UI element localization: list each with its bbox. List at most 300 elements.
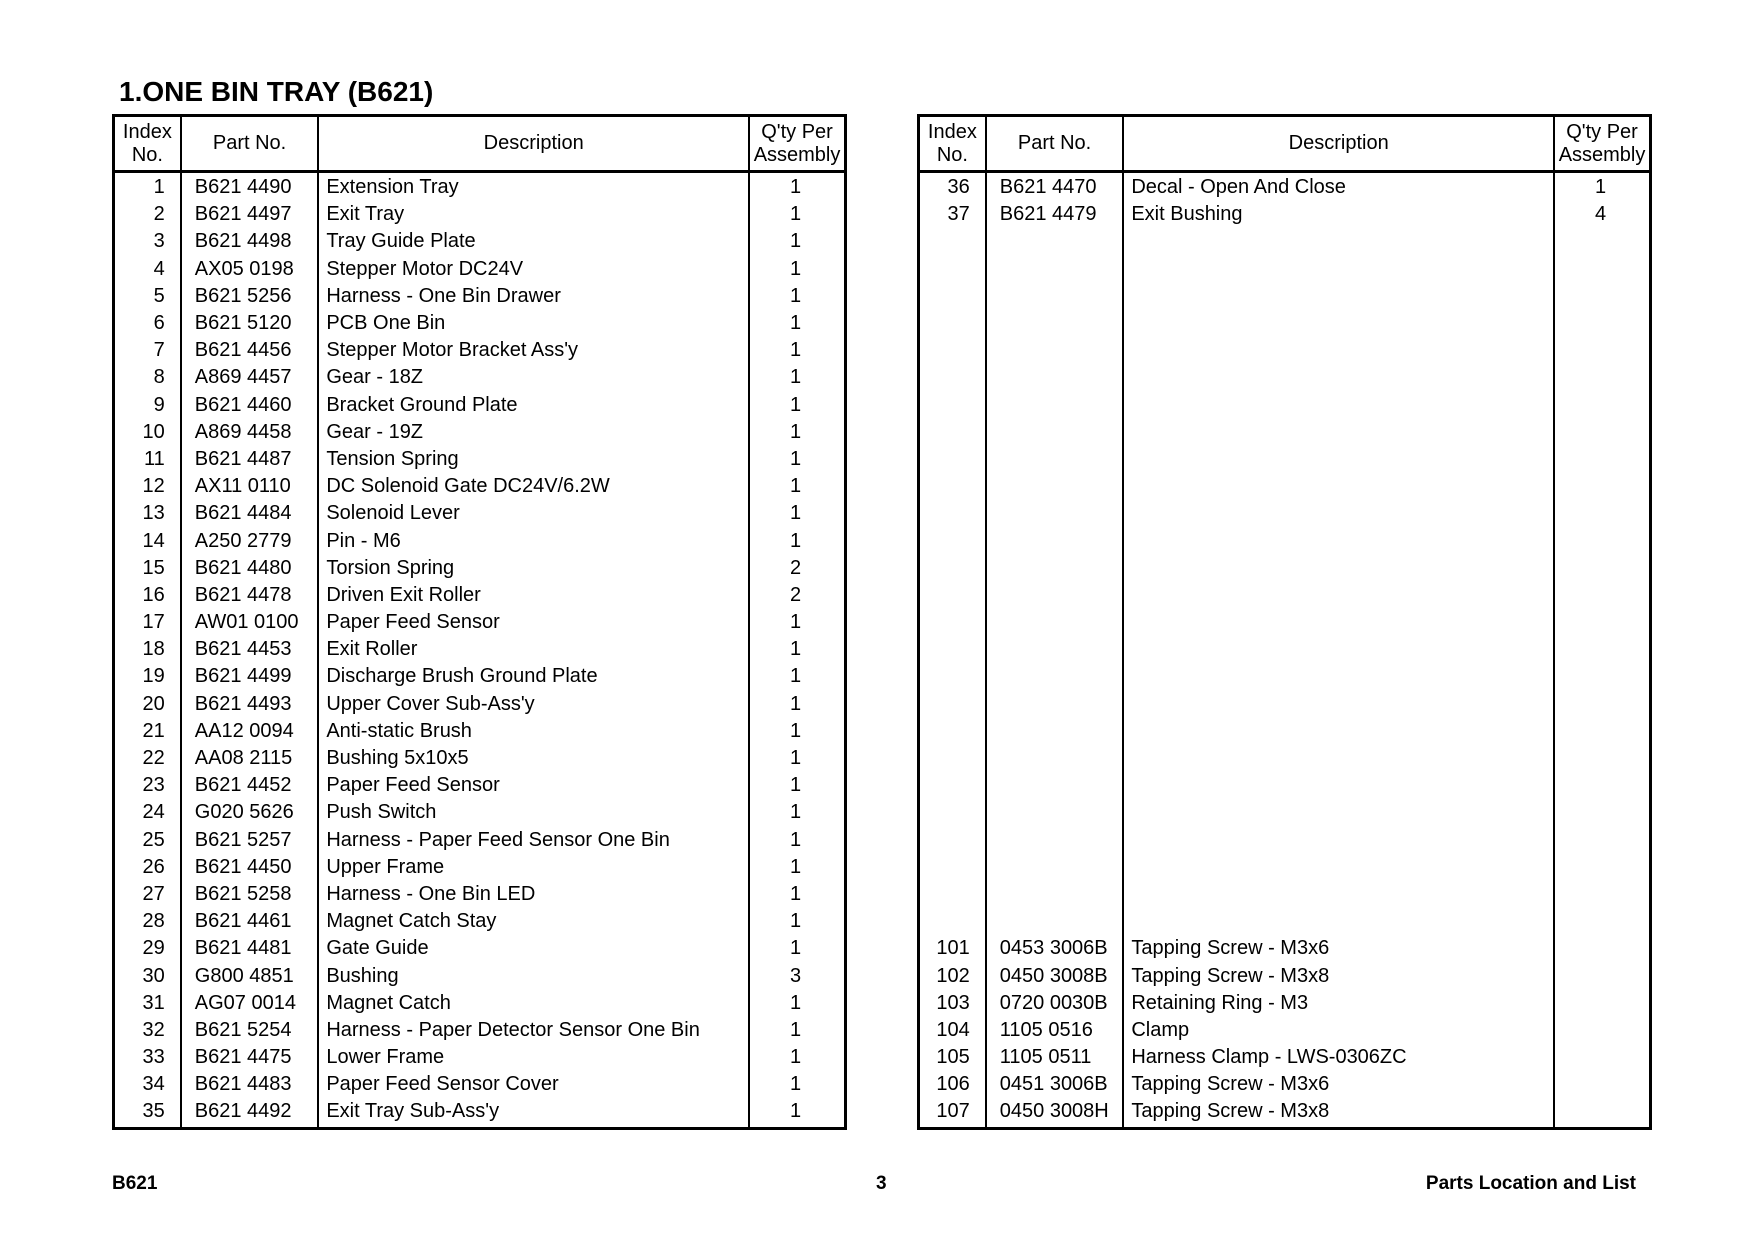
- qty-cell: 1: [749, 310, 845, 337]
- description-cell: Pin - M6: [318, 527, 749, 554]
- qty-cell: 1: [749, 283, 845, 310]
- table-row: [919, 228, 1651, 255]
- table-row: [919, 1098, 1651, 1128]
- index-cell: 106: [919, 1071, 986, 1098]
- part-no-cell: [986, 908, 1124, 935]
- description-cell: [1123, 283, 1554, 310]
- part-no-cell: B621 5120: [181, 310, 319, 337]
- qty-cell: 1: [1554, 172, 1650, 202]
- qty-header: Q'ty Per Assembly: [749, 116, 845, 172]
- table-row: [919, 201, 1651, 228]
- part-no-cell: B621 4484: [181, 500, 319, 527]
- description-cell: [1123, 364, 1554, 391]
- table-row: [114, 172, 846, 202]
- part-no-cell: [986, 799, 1124, 826]
- index-cell: 6: [114, 310, 181, 337]
- description-cell: Retaining Ring - M3: [1123, 990, 1554, 1017]
- table-row: [919, 827, 1651, 854]
- part-no-cell: B621 5258: [181, 881, 319, 908]
- qty-cell: [1554, 908, 1650, 935]
- part-no-cell: AX11 0110: [181, 473, 319, 500]
- qty-cell: 1: [749, 990, 845, 1017]
- description-cell: Discharge Brush Ground Plate: [318, 663, 749, 690]
- part-no-cell: [986, 636, 1124, 663]
- index-cell: 29: [114, 935, 181, 962]
- table-row: [919, 881, 1651, 908]
- qty-cell: 1: [749, 172, 845, 202]
- description-cell: [1123, 881, 1554, 908]
- part-no-cell: B621 4499: [181, 663, 319, 690]
- part-no-cell: B621 4461: [181, 908, 319, 935]
- index-cell: [919, 473, 986, 500]
- index-cell: [919, 799, 986, 826]
- table-row: [114, 1017, 846, 1044]
- description-cell: [1123, 337, 1554, 364]
- qty-cell: 1: [749, 364, 845, 391]
- part-no-cell: B621 5257: [181, 827, 319, 854]
- part-no-cell: [986, 772, 1124, 799]
- part-no-cell: AA08 2115: [181, 745, 319, 772]
- index-cell: [919, 364, 986, 391]
- index-cell: [919, 228, 986, 255]
- footer-page-number: 3: [876, 1173, 887, 1194]
- qty-cell: [1554, 1017, 1650, 1044]
- description-cell: Bushing: [318, 962, 749, 989]
- qty-cell: [1554, 935, 1650, 962]
- qty-cell: [1554, 500, 1650, 527]
- description-cell: Lower Frame: [318, 1044, 749, 1071]
- table-row: [919, 772, 1651, 799]
- table-row: [919, 256, 1651, 283]
- part-no-cell: [986, 582, 1124, 609]
- index-header: Index No.: [919, 116, 986, 172]
- index-cell: 37: [919, 201, 986, 228]
- table-row: [919, 718, 1651, 745]
- qty-cell: 1: [749, 772, 845, 799]
- description-cell: [1123, 582, 1554, 609]
- index-cell: 24: [114, 799, 181, 826]
- description-cell: Harness - One Bin LED: [318, 881, 749, 908]
- part-no-cell: B621 5256: [181, 283, 319, 310]
- qty-cell: 1: [749, 446, 845, 473]
- index-cell: [919, 337, 986, 364]
- index-cell: 10: [114, 419, 181, 446]
- index-cell: 3: [114, 228, 181, 255]
- parts-table-right: [917, 114, 1652, 1130]
- part-no-cell: 0720 0030B: [986, 990, 1124, 1017]
- index-cell: 17: [114, 609, 181, 636]
- part-no-cell: A869 4457: [181, 364, 319, 391]
- description-cell: Push Switch: [318, 799, 749, 826]
- index-cell: 15: [114, 555, 181, 582]
- part-no-cell: B621 4453: [181, 636, 319, 663]
- part-no-cell: B621 4450: [181, 854, 319, 881]
- index-cell: 28: [114, 908, 181, 935]
- part-no-cell: [986, 473, 1124, 500]
- part-no-cell: A869 4458: [181, 419, 319, 446]
- part-no-cell: [986, 500, 1124, 527]
- index-cell: 4: [114, 256, 181, 283]
- part-no-cell: B621 4456: [181, 337, 319, 364]
- description-cell: Bracket Ground Plate: [318, 392, 749, 419]
- part-no-cell: G020 5626: [181, 799, 319, 826]
- part-no-cell: B621 4479: [986, 201, 1124, 228]
- index-cell: 11: [114, 446, 181, 473]
- index-cell: 13: [114, 500, 181, 527]
- table-row: [919, 663, 1651, 690]
- table-header-row: [919, 116, 1651, 172]
- table-row: [114, 799, 846, 826]
- description-cell: [1123, 609, 1554, 636]
- description-cell: [1123, 854, 1554, 881]
- index-cell: [919, 283, 986, 310]
- index-cell: [919, 881, 986, 908]
- table-row: [919, 854, 1651, 881]
- qty-cell: [1554, 473, 1650, 500]
- description-cell: [1123, 555, 1554, 582]
- table-row: [919, 962, 1651, 989]
- part-no-cell: AG07 0014: [181, 990, 319, 1017]
- part-no-cell: B621 4492: [181, 1098, 319, 1128]
- part-no-cell: [986, 881, 1124, 908]
- description-cell: Stepper Motor DC24V: [318, 256, 749, 283]
- part-no-cell: G800 4851: [181, 962, 319, 989]
- index-cell: [919, 310, 986, 337]
- description-cell: Harness - Paper Detector Sensor One Bin: [318, 1017, 749, 1044]
- part-no-cell: B621 5254: [181, 1017, 319, 1044]
- index-cell: 12: [114, 473, 181, 500]
- qty-cell: [1554, 256, 1650, 283]
- part-no-cell: B621 4481: [181, 935, 319, 962]
- part-no-cell: AW01 0100: [181, 609, 319, 636]
- index-cell: 14: [114, 527, 181, 554]
- description-cell: Decal - Open And Close: [1123, 172, 1554, 202]
- index-cell: [919, 446, 986, 473]
- index-cell: 22: [114, 745, 181, 772]
- index-cell: [919, 718, 986, 745]
- description-cell: [1123, 473, 1554, 500]
- qty-cell: [1554, 228, 1650, 255]
- index-cell: 102: [919, 962, 986, 989]
- part-no-cell: 0450 3008H: [986, 1098, 1124, 1128]
- description-cell: Upper Cover Sub-Ass'y: [318, 691, 749, 718]
- description-cell: Stepper Motor Bracket Ass'y: [318, 337, 749, 364]
- qty-cell: 1: [749, 935, 845, 962]
- table-row: [919, 555, 1651, 582]
- description-cell: Clamp: [1123, 1017, 1554, 1044]
- table-row: [114, 256, 846, 283]
- part-no-cell: B621 4452: [181, 772, 319, 799]
- index-cell: [919, 745, 986, 772]
- qty-cell: 1: [749, 745, 845, 772]
- table-row: [114, 935, 846, 962]
- parts-table-left: [112, 114, 847, 1130]
- index-cell: 1: [114, 172, 181, 202]
- description-cell: [1123, 446, 1554, 473]
- part-no-header: Part No.: [986, 116, 1124, 172]
- table-row: [114, 854, 846, 881]
- qty-cell: 1: [749, 609, 845, 636]
- qty-cell: 1: [749, 691, 845, 718]
- description-cell: Tapping Screw - M3x8: [1123, 962, 1554, 989]
- index-cell: [919, 663, 986, 690]
- qty-cell: [1554, 772, 1650, 799]
- table-row: [919, 1017, 1651, 1044]
- part-no-cell: 0451 3006B: [986, 1071, 1124, 1098]
- index-cell: 27: [114, 881, 181, 908]
- part-no-cell: B621 4475: [181, 1044, 319, 1071]
- table-row: [114, 908, 846, 935]
- qty-cell: 1: [749, 718, 845, 745]
- index-cell: 21: [114, 718, 181, 745]
- part-no-cell: [986, 446, 1124, 473]
- qty-cell: 2: [749, 555, 845, 582]
- description-cell: Harness - One Bin Drawer: [318, 283, 749, 310]
- part-no-cell: [986, 527, 1124, 554]
- description-cell: Paper Feed Sensor Cover: [318, 1071, 749, 1098]
- index-cell: [919, 527, 986, 554]
- part-no-cell: B621 4483: [181, 1071, 319, 1098]
- description-header: Description: [318, 116, 749, 172]
- part-no-cell: A250 2779: [181, 527, 319, 554]
- part-no-cell: [986, 256, 1124, 283]
- description-cell: Magnet Catch: [318, 990, 749, 1017]
- part-no-cell: [986, 691, 1124, 718]
- table-row: [919, 799, 1651, 826]
- index-cell: 2: [114, 201, 181, 228]
- table-row: [114, 582, 846, 609]
- description-cell: [1123, 691, 1554, 718]
- part-no-cell: AX05 0198: [181, 256, 319, 283]
- table-row: [919, 691, 1651, 718]
- part-no-cell: 0453 3006B: [986, 935, 1124, 962]
- table-row: [114, 881, 846, 908]
- index-cell: [919, 419, 986, 446]
- table-row: [919, 636, 1651, 663]
- description-cell: Solenoid Lever: [318, 500, 749, 527]
- index-cell: 30: [114, 962, 181, 989]
- table-row: [114, 772, 846, 799]
- qty-cell: [1554, 609, 1650, 636]
- table-row: [114, 473, 846, 500]
- description-cell: Paper Feed Sensor: [318, 772, 749, 799]
- index-cell: 20: [114, 691, 181, 718]
- index-cell: [919, 908, 986, 935]
- qty-cell: [1554, 527, 1650, 554]
- description-cell: Harness - Paper Feed Sensor One Bin: [318, 827, 749, 854]
- table-row: [114, 446, 846, 473]
- footer-model: B621: [112, 1173, 158, 1194]
- description-cell: Gate Guide: [318, 935, 749, 962]
- index-cell: [919, 555, 986, 582]
- table-row: [919, 446, 1651, 473]
- description-cell: Bushing 5x10x5: [318, 745, 749, 772]
- table-row: [114, 283, 846, 310]
- table-row: [919, 990, 1651, 1017]
- table-row: [114, 691, 846, 718]
- description-cell: Gear - 18Z: [318, 364, 749, 391]
- qty-cell: [1554, 419, 1650, 446]
- description-cell: [1123, 310, 1554, 337]
- table-row: [919, 609, 1651, 636]
- qty-cell: 1: [749, 636, 845, 663]
- qty-cell: [1554, 691, 1650, 718]
- description-cell: Upper Frame: [318, 854, 749, 881]
- qty-cell: 1: [749, 419, 845, 446]
- qty-cell: [1554, 990, 1650, 1017]
- index-cell: 104: [919, 1017, 986, 1044]
- part-no-header: Part No.: [181, 116, 319, 172]
- description-cell: [1123, 419, 1554, 446]
- index-cell: 7: [114, 337, 181, 364]
- description-cell: [1123, 745, 1554, 772]
- index-cell: 5: [114, 283, 181, 310]
- table-row: [114, 201, 846, 228]
- part-no-cell: 0450 3008B: [986, 962, 1124, 989]
- table-row: [919, 908, 1651, 935]
- table-row: [919, 1071, 1651, 1098]
- part-no-cell: [986, 663, 1124, 690]
- qty-cell: 1: [749, 337, 845, 364]
- qty-cell: 1: [749, 799, 845, 826]
- description-cell: [1123, 392, 1554, 419]
- description-cell: Extension Tray: [318, 172, 749, 202]
- part-no-cell: [986, 718, 1124, 745]
- qty-cell: [1554, 364, 1650, 391]
- description-cell: [1123, 827, 1554, 854]
- index-cell: [919, 609, 986, 636]
- index-cell: 16: [114, 582, 181, 609]
- table-row: [919, 582, 1651, 609]
- table-row: [114, 392, 846, 419]
- index-cell: 32: [114, 1017, 181, 1044]
- description-cell: [1123, 527, 1554, 554]
- description-cell: [1123, 228, 1554, 255]
- part-no-cell: [986, 854, 1124, 881]
- part-no-cell: B621 4497: [181, 201, 319, 228]
- table-row: [919, 392, 1651, 419]
- part-no-cell: B621 4490: [181, 172, 319, 202]
- qty-cell: 1: [749, 228, 845, 255]
- qty-header: Q'ty Per Assembly: [1554, 116, 1650, 172]
- part-no-cell: [986, 392, 1124, 419]
- part-no-cell: [986, 555, 1124, 582]
- part-no-cell: [986, 364, 1124, 391]
- qty-cell: [1554, 636, 1650, 663]
- part-no-cell: B621 4493: [181, 691, 319, 718]
- part-no-cell: B621 4470: [986, 172, 1124, 202]
- parts-table-left-body: [114, 172, 846, 1129]
- description-cell: PCB One Bin: [318, 310, 749, 337]
- index-cell: [919, 827, 986, 854]
- index-cell: [919, 500, 986, 527]
- table-row: [919, 745, 1651, 772]
- index-cell: 103: [919, 990, 986, 1017]
- qty-cell: 1: [749, 1044, 845, 1071]
- index-cell: [919, 854, 986, 881]
- description-cell: Tension Spring: [318, 446, 749, 473]
- table-row: [919, 1044, 1651, 1071]
- description-cell: Tapping Screw - M3x6: [1123, 935, 1554, 962]
- table-row: [114, 663, 846, 690]
- qty-cell: 1: [749, 1071, 845, 1098]
- part-no-cell: B621 4498: [181, 228, 319, 255]
- index-cell: 35: [114, 1098, 181, 1128]
- description-cell: Torsion Spring: [318, 555, 749, 582]
- table-header-row: [114, 116, 846, 172]
- table-row: [114, 527, 846, 554]
- index-cell: 26: [114, 854, 181, 881]
- qty-cell: [1554, 827, 1650, 854]
- description-cell: Tray Guide Plate: [318, 228, 749, 255]
- qty-cell: 1: [749, 881, 845, 908]
- part-no-cell: [986, 827, 1124, 854]
- index-cell: 25: [114, 827, 181, 854]
- qty-cell: 2: [749, 582, 845, 609]
- table-row: [919, 310, 1651, 337]
- qty-cell: 1: [749, 527, 845, 554]
- qty-cell: [1554, 881, 1650, 908]
- index-cell: 9: [114, 392, 181, 419]
- table-row: [114, 827, 846, 854]
- index-cell: [919, 256, 986, 283]
- part-no-cell: AA12 0094: [181, 718, 319, 745]
- index-cell: [919, 772, 986, 799]
- part-no-cell: 1105 0511: [986, 1044, 1124, 1071]
- index-cell: 105: [919, 1044, 986, 1071]
- qty-cell: 1: [749, 500, 845, 527]
- qty-cell: 1: [749, 1098, 845, 1128]
- table-row: [114, 609, 846, 636]
- description-cell: [1123, 908, 1554, 935]
- part-no-cell: B621 4480: [181, 555, 319, 582]
- description-cell: Exit Roller: [318, 636, 749, 663]
- index-cell: [919, 392, 986, 419]
- index-cell: 107: [919, 1098, 986, 1128]
- table-row: [919, 283, 1651, 310]
- qty-cell: [1554, 337, 1650, 364]
- index-cell: 23: [114, 772, 181, 799]
- table-row: [919, 364, 1651, 391]
- part-no-cell: [986, 228, 1124, 255]
- description-cell: Exit Tray: [318, 201, 749, 228]
- description-cell: [1123, 636, 1554, 663]
- qty-cell: [1554, 962, 1650, 989]
- part-no-cell: 1105 0516: [986, 1017, 1124, 1044]
- table-row: [114, 419, 846, 446]
- table-row: [114, 1098, 846, 1128]
- qty-cell: [1554, 555, 1650, 582]
- part-no-cell: B621 4460: [181, 392, 319, 419]
- table-row: [919, 935, 1651, 962]
- index-cell: 31: [114, 990, 181, 1017]
- description-cell: Harness Clamp - LWS-0306ZC: [1123, 1044, 1554, 1071]
- index-cell: 34: [114, 1071, 181, 1098]
- table-row: [114, 636, 846, 663]
- description-cell: Magnet Catch Stay: [318, 908, 749, 935]
- qty-cell: 3: [749, 962, 845, 989]
- qty-cell: [1554, 310, 1650, 337]
- qty-cell: [1554, 663, 1650, 690]
- description-header: Description: [1123, 116, 1554, 172]
- index-cell: [919, 582, 986, 609]
- qty-cell: [1554, 1044, 1650, 1071]
- table-row: [114, 310, 846, 337]
- qty-cell: 1: [749, 908, 845, 935]
- qty-cell: [1554, 392, 1650, 419]
- table-row: [919, 419, 1651, 446]
- description-cell: [1123, 718, 1554, 745]
